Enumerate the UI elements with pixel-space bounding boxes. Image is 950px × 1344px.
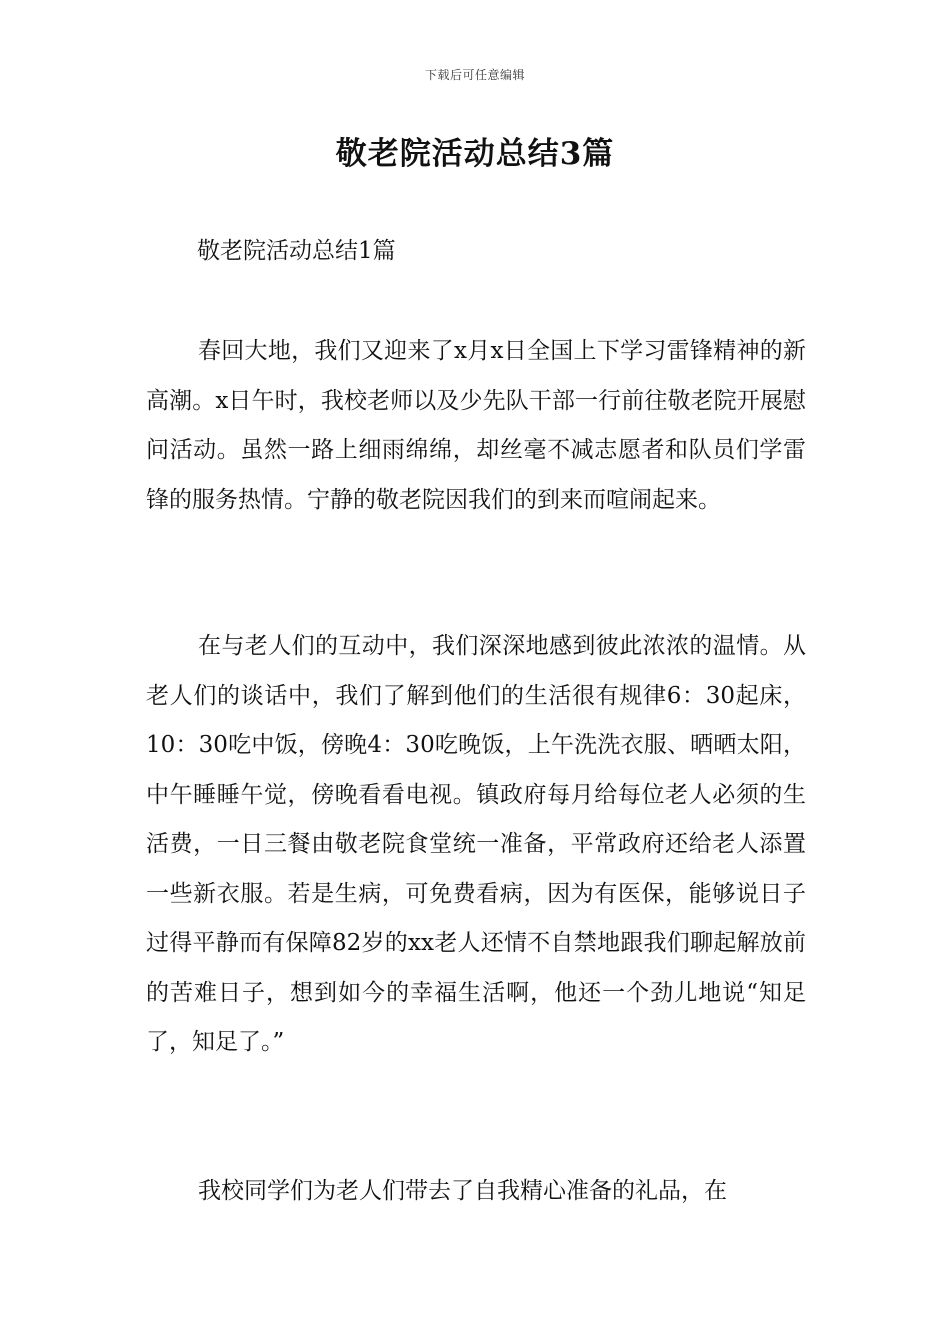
- paragraph: 春回大地，我们又迎来了x月x日全国上下学习雷锋精神的新高潮。x日午时，我校老师以及少先队干部一行前往敬老院开展慰问活动。虽然一路上细雨绵绵，却丝毫不减志愿者和队员们学雷锋的服务热情。宁静的敬老院因我们的到来而喧闹起来。: [146, 338, 806, 513]
- paragraph: 在与老人们的互动中，我们深深地感到彼此浓浓的温情。从老人们的谈话中，我们了解到他们的生活很有规律6：30起床，10：30吃中饭，傍晚4：30吃晚饭，上午洗洗衣服、晒晒太阳，中午睡睡午觉，傍晚看看电视。镇政府每月给每位老人必须的生活费，一日三餐由敬老院食堂统一准备，平常政府还给老人添置一些新衣服。若是生病，可免费看病，因为有医保，能够说日子过得平静而有保障82岁的xx老人还情不自禁地跟我们聊起解放前的苦难日子，想到如今的幸福生活啊，他还一个劲儿地说“知足了，知足了。”: [146, 633, 806, 1055]
- paragraph: 我校同学们为老人们带去了自我精心准备的礼品，在: [198, 1178, 727, 1204]
- section-heading: 敬老院活动总结1篇: [197, 238, 396, 264]
- document-title: 敬老院活动总结3篇: [335, 136, 615, 172]
- header-note: 下载后可任意编辑: [424, 68, 525, 82]
